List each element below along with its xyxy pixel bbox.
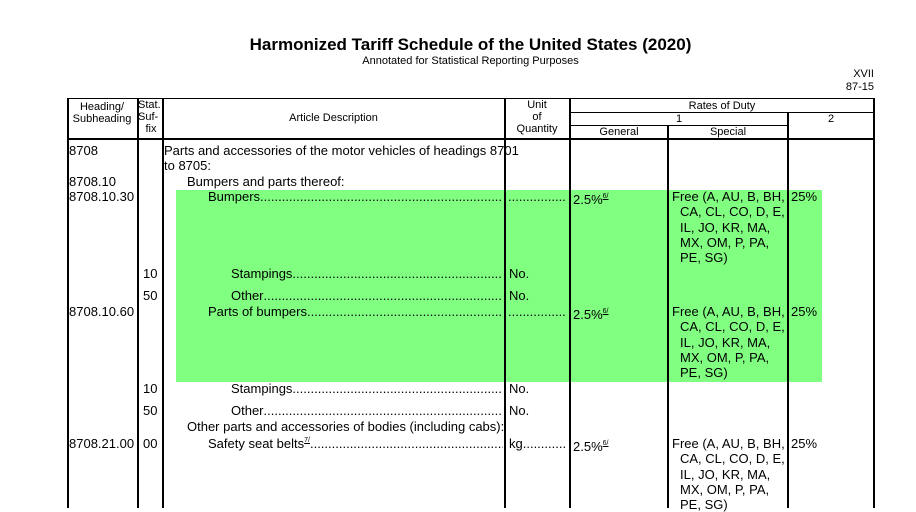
desc-stampings-text: Stampings bbox=[231, 266, 293, 281]
heading-8708: 8708 bbox=[69, 143, 98, 158]
footnote-link-8708-10-30[interactable]: 6/ bbox=[602, 193, 609, 200]
special-line: MX, OM, P, PA, bbox=[680, 349, 770, 365]
col-line-article bbox=[504, 98, 506, 508]
col-line-general bbox=[667, 125, 669, 508]
section-number: XVII bbox=[853, 68, 874, 80]
special-8708-10-60 bbox=[672, 304, 785, 380]
col-header-rates: Rates of Duty bbox=[688, 100, 756, 112]
col-header-heading-line1: Heading/ bbox=[79, 101, 125, 113]
special-line: MX, OM, P, PA, bbox=[680, 234, 770, 250]
unit-8708-10-30-50: No. bbox=[509, 288, 530, 303]
col-line-unit bbox=[569, 98, 571, 508]
col-header-unit-line2: of bbox=[532, 111, 542, 123]
unit-8708-10-60 bbox=[508, 304, 567, 319]
special-line: CA, CL, CO, D, E, bbox=[680, 204, 785, 220]
desc-8708-10: Bumpers and parts thereof: bbox=[187, 174, 345, 189]
document-title: Harmonized Tariff Schedule of the United States (2020) bbox=[249, 35, 692, 54]
col2-8708-10-60: 25% bbox=[791, 304, 818, 319]
desc-other bbox=[231, 288, 503, 303]
special-line: PE, SG) bbox=[680, 250, 728, 266]
col-line-right bbox=[873, 98, 875, 508]
suffix-8708-10-60-10: 10 bbox=[143, 381, 158, 396]
general-8708-10-30-rate: 2.5% bbox=[573, 192, 603, 207]
unit-8708-10-30-10: No. bbox=[509, 266, 530, 281]
footnote-link-8708-10-60[interactable]: 6/ bbox=[602, 308, 609, 315]
col-header-stat-line3: fix bbox=[145, 123, 157, 135]
col-line-heading bbox=[137, 98, 139, 508]
unit-8708-10-60-10: No. bbox=[509, 381, 530, 396]
unit-8708-21-00 bbox=[509, 436, 567, 451]
general-8708-10-30 bbox=[573, 192, 608, 207]
general-8708-21-00 bbox=[573, 439, 608, 454]
unit-8708-21-00-text: kg bbox=[509, 436, 523, 451]
special-line: Free (A, AU, B, BH, bbox=[672, 436, 785, 451]
desc-stampings-text: Stampings bbox=[231, 381, 293, 396]
col-header-special: Special bbox=[709, 126, 747, 138]
desc-safety-seat-belts bbox=[208, 436, 503, 451]
table-top-rule bbox=[67, 98, 874, 99]
desc-bumpers bbox=[208, 189, 503, 204]
desc-8708-line1: Parts and accessories of the motor vehicles of headings 8701 bbox=[164, 143, 519, 158]
footnote-link-8708-21-00[interactable]: 6/ bbox=[602, 440, 609, 447]
col-header-stat-suffix bbox=[137, 99, 164, 135]
document-subtitle: Annotated for Statistical Reporting Purposes bbox=[362, 55, 579, 67]
table-header-rule bbox=[67, 138, 874, 140]
col-header-rate1: 1 bbox=[675, 113, 683, 125]
suffix-8708-10-30-50: 50 bbox=[143, 288, 158, 303]
footnote-link-safety-seat-belts[interactable]: 7/ bbox=[304, 437, 310, 444]
heading-8708-10-30: 8708.10.30 bbox=[69, 189, 135, 204]
special-line: CA, CL, CO, D, E, bbox=[680, 451, 785, 467]
desc-other bbox=[231, 403, 503, 418]
special-line: IL, JO, KR, MA, bbox=[680, 466, 771, 482]
col-header-unit-line1: Unit bbox=[527, 99, 547, 111]
col-header-article: Article Description bbox=[289, 112, 378, 124]
col-header-stat-line1: Stat. bbox=[138, 99, 161, 111]
general-8708-10-60-rate: 2.5% bbox=[573, 307, 603, 322]
special-line: IL, JO, KR, MA, bbox=[680, 219, 771, 235]
desc-parts-of-bumpers bbox=[208, 304, 503, 319]
col-header-unit bbox=[505, 99, 569, 135]
col-header-rate2: 2 bbox=[827, 113, 835, 125]
special-line: IL, JO, KR, MA, bbox=[680, 334, 771, 350]
special-8708-21-00 bbox=[672, 436, 785, 512]
unit-8708-10-30 bbox=[508, 189, 567, 204]
general-8708-21-00-rate: 2.5% bbox=[573, 439, 603, 454]
special-line: MX, OM, P, PA, bbox=[680, 481, 770, 497]
heading-8708-10: 8708.10 bbox=[69, 174, 116, 189]
desc-other-text: Other bbox=[231, 288, 264, 303]
suffix-8708-10-60-50: 50 bbox=[143, 403, 158, 418]
desc-stampings bbox=[231, 381, 503, 396]
heading-8708-10-60: 8708.10.60 bbox=[69, 304, 135, 319]
suffix-8708-21-00-00: 00 bbox=[143, 436, 158, 451]
special-8708-10-30 bbox=[672, 189, 785, 265]
desc-safety-seat-belts-text bbox=[208, 436, 310, 451]
col2-8708-10-30: 25% bbox=[791, 189, 818, 204]
special-line: Free (A, AU, B, BH, bbox=[672, 304, 785, 319]
col-header-general: General bbox=[599, 126, 639, 138]
col-line-special bbox=[787, 112, 789, 508]
special-line: Free (A, AU, B, BH, bbox=[672, 189, 785, 204]
col-header-heading bbox=[67, 101, 137, 125]
page-number: 87-15 bbox=[845, 81, 874, 93]
suffix-8708-10-30-10: 10 bbox=[143, 266, 158, 281]
desc-safety-seat-belts-label: Safety seat belts bbox=[208, 436, 305, 451]
general-8708-10-60 bbox=[573, 307, 608, 322]
special-line: PE, SG) bbox=[680, 365, 728, 381]
heading-8708-21-00: 8708.21.00 bbox=[69, 436, 135, 451]
special-line: CA, CL, CO, D, E, bbox=[680, 319, 785, 335]
col-header-stat-line2: Suf- bbox=[138, 111, 159, 123]
desc-other-text: Other bbox=[231, 403, 264, 418]
desc-8708-line2: to 8705: bbox=[164, 158, 211, 173]
desc-stampings bbox=[231, 266, 503, 281]
desc-other-parts-bodies: Other parts and accessories of bodies (including cabs): bbox=[187, 419, 505, 434]
unit-8708-10-60-50: No. bbox=[509, 403, 530, 418]
col-header-unit-line3: Quantity bbox=[516, 123, 558, 135]
col2-8708-21-00: 25% bbox=[791, 436, 818, 451]
desc-bumpers-text: Bumpers bbox=[208, 189, 261, 204]
special-line: PE, SG) bbox=[680, 497, 728, 512]
col-header-heading-line2: Subheading bbox=[72, 113, 132, 125]
desc-parts-of-bumpers-text: Parts of bumpers bbox=[208, 304, 307, 319]
